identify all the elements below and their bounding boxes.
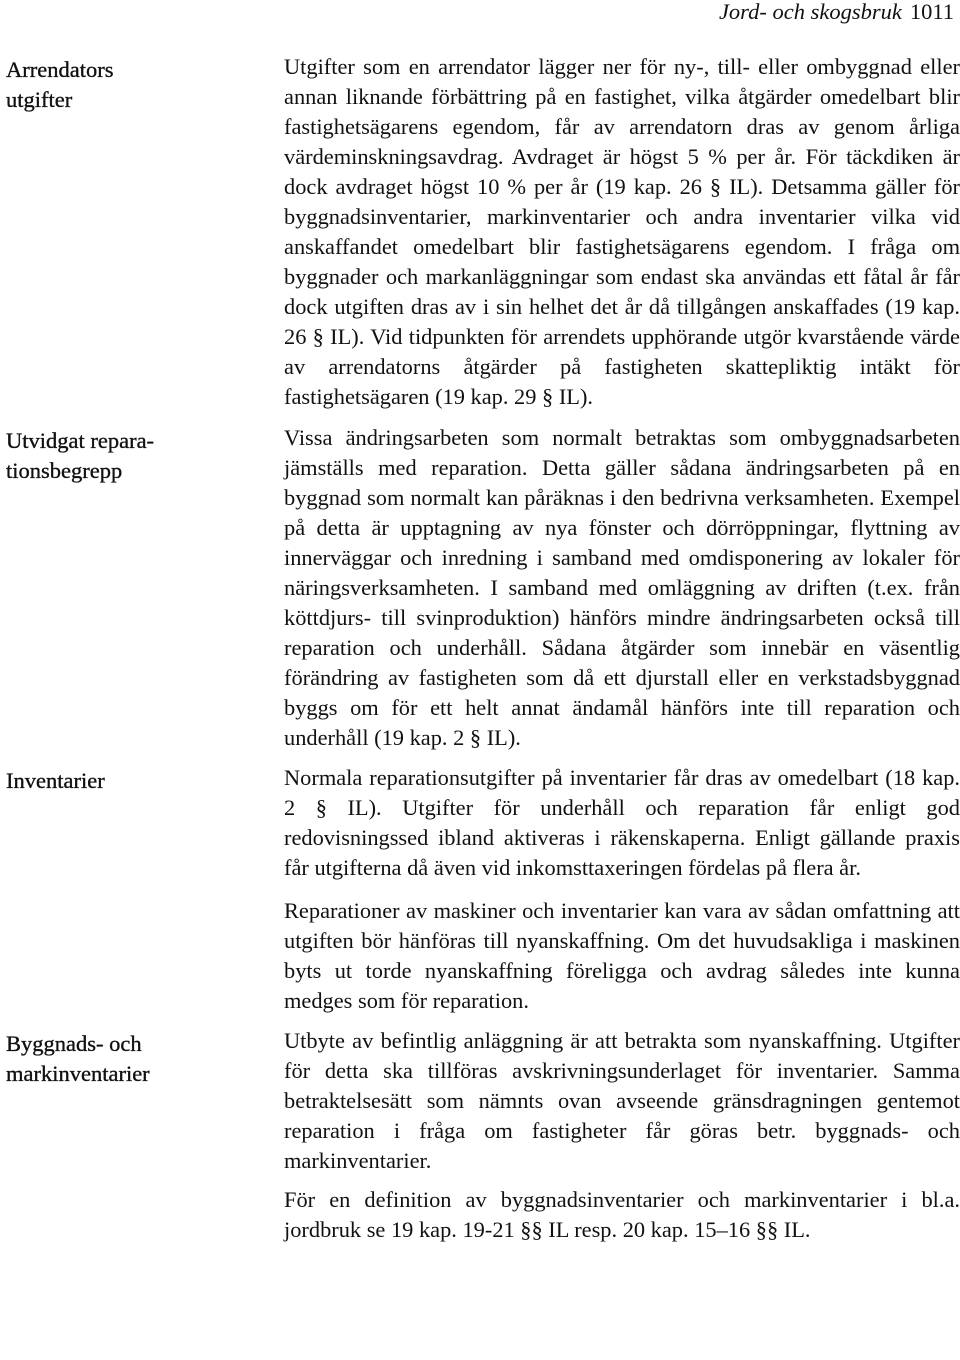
heading-line: Byggnads- och xyxy=(6,1031,142,1056)
paragraph: Reparationer av maskiner och inventarier kan vara av sådan omfattning att utgiften bör hänföras till nyanskaffning. Om det huvudsakliga i maskinen byts ut torde nyanskaffning föreligga och avdrag således inte kunna medges som för reparation. xyxy=(284,898,960,1013)
margin-heading xyxy=(0,1026,284,1245)
page-number: 1011 xyxy=(909,0,954,24)
margin-heading xyxy=(0,52,284,412)
heading-line: markinventarier xyxy=(6,1061,150,1086)
paragraph: Vissa ändringsarbeten som normalt betraktas som ombyggnadsarbeten jämställs med reparation. Detta gäller sådana ändringsarbeten på en byggnad som normalt kan påräknas i den bedrivna verksamheten. Exempel på detta är upptagning av nya fönster och dörröppningar, flyttning av innerväggar och inredning i samband med omdisponering av lokaler för näringsverksamheten. I samband med omläggning av driften (t.ex. från köttdjurs- till svinproduktion) hänförs mindre ändringsarbeten också till reparation och underhåll. Sådana åtgärder som innebär en väsentlig förändring av fastigheten som då ett djurstall eller en verkstadsbyggnad byggs om för ett helt annat ändamål hänförs inte till reparation och underhåll (19 kap. 2 § IL). xyxy=(284,425,960,750)
section-byggnads-och-markinventarier xyxy=(0,1026,960,1245)
margin-heading xyxy=(0,763,284,1016)
heading-line: Arrendators xyxy=(6,57,114,82)
paragraph: Utgifter som en arrendator lägger ner för ny-, till- eller ombyggnad eller annan liknande förbättring på en fastighet, vilka åtgärder omedelbart blir fastighetsägarens egendom, får av arrendatorn dras av genom årliga värdeminskningsavdrag. Avdraget är högst 5 % per år. För täckdiken är dock avdraget högst 10 % per år (19 kap. 26 § IL). Detsamma gäller för byggnadsinventarier, markinventarier och andra inventarier vilka vid anskaffandet omedelbart blir fastighetsägarens egendom. I fråga om byggnader och markanläggningar som endast ska användas ett fåtal år får dock utgiften dras av i sin helhet det år då tillgången anskaffades (19 kap. 26 § IL). Vid tidpunkten för arrendets upphörande utgör kvarstående värde av arrendatorns åtgärder på fastigheten skattepliktig intäkt för fastighetsägaren (19 kap. 29 § IL). xyxy=(284,54,960,409)
section-utvidgat-reparationsbegrepp xyxy=(0,423,960,753)
heading-line: Inventarier xyxy=(6,768,105,793)
paragraph: Normala reparationsutgifter på inventarier får dras av omedelbart (18 kap. 2 § IL). Utgifter för underhåll och reparation får enligt god redovisningssed ibland aktiveras i räkenskaperna. Enligt gällande praxis får utgifterna då även vid inkomsttaxeringen fördelas på flera år. xyxy=(284,765,960,880)
section-body xyxy=(284,1026,960,1245)
paragraph: Utbyte av befintlig anläggning är att betrakta som nyanskaffning. Utgifter för detta ska tillföras avskrivningsunderlaget för inventarier. Samma betraktelsesätt som nämnts ovan avseende gränsdragningen gentemot reparation i fråga om fastigheter får göras betr. byggnads- och markinventarier. xyxy=(284,1028,960,1173)
section-body xyxy=(284,423,960,753)
section-body xyxy=(284,763,960,1016)
heading-line: Utvidgat repara- xyxy=(6,428,155,453)
heading-line: tionsbegrepp xyxy=(6,458,123,483)
running-header xyxy=(719,0,954,32)
paragraph: För en definition av byggnadsinventarier och markinventarier i bl.a. jordbruk se 19 kap. 19-21 §§ IL resp. 20 kap. 15–16 §§ IL. xyxy=(284,1187,960,1242)
running-title: Jord- och skogsbruk xyxy=(718,0,902,24)
section-body xyxy=(284,52,960,412)
page-body xyxy=(0,52,960,1245)
heading-line: utgifter xyxy=(6,87,73,112)
section-arrendators-utgifter xyxy=(0,52,960,412)
section-inventarier xyxy=(0,763,960,1016)
margin-heading xyxy=(0,423,284,753)
